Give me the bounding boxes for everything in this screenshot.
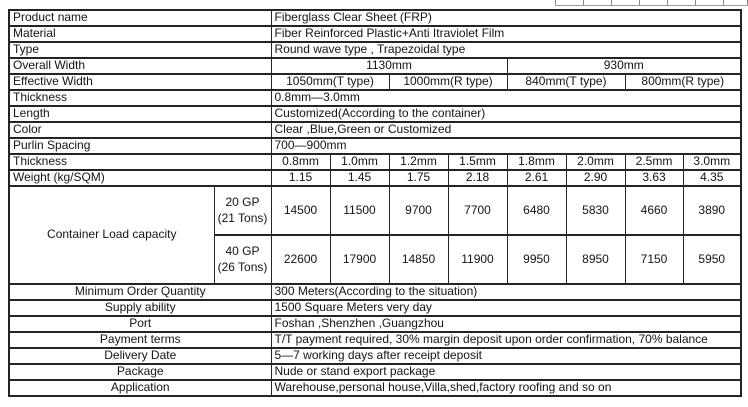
weight-value-7: 4.35 [683,170,741,186]
supply-ability-value: 1500 Square Meters very day [271,300,741,316]
weight-value-4: 2.61 [507,170,566,186]
thickness-col-7: 3.0mm [683,154,741,170]
weight-value-6: 3.63 [625,170,683,186]
container-40gp-tons: (26 Tons) [217,259,268,274]
container-40gp-value-4: 9950 [507,235,566,284]
effective-width-value-1: 1000mm(R type) [389,74,507,90]
type-label: Type [9,42,271,58]
container-load-label: Container Load capacity [9,186,214,284]
container-40gp-value-6: 7150 [625,235,683,284]
container-20gp-value-0: 14500 [271,186,330,235]
product-spec-table [8,9,742,397]
port-label: Port [9,316,271,332]
thickness-range-label: Thickness [9,90,271,106]
purlin-spacing-label: Purlin Spacing [9,138,271,154]
effective-width-label: Effective Width [9,74,271,90]
product-name-label: Product name [9,10,271,26]
row-effective-width [9,74,741,90]
container-40gp-size: 40 GP [225,243,260,258]
row-moq [9,284,741,300]
application-value: Warehouse,personal house,Villa,shed,factory roofing and so on [271,380,741,396]
effective-width-value-2: 840mm(T type) [507,74,625,90]
material-label: Material [9,26,271,42]
row-payment-terms [9,332,741,348]
thickness-col-2: 1.2mm [389,154,448,170]
cropped-table-edge-artifact [555,0,748,6]
weight-label: Weight (kg/SQM) [9,170,271,186]
row-product-name [9,10,741,26]
package-value: Nude or stand export package [271,364,741,380]
application-label: Application [9,380,271,396]
row-thickness-range [9,90,741,106]
weight-value-1: 1.45 [330,170,389,186]
container-20gp-value-2: 9700 [389,186,448,235]
row-application [9,380,741,396]
container-40gp-value-2: 14850 [389,235,448,284]
row-overall-width [9,58,741,74]
container-20gp-size: 20 GP [225,194,260,209]
color-label: Color [9,122,271,138]
container-40gp-value-5: 8950 [566,235,625,284]
row-port [9,316,741,332]
thickness-col-4: 1.8mm [507,154,566,170]
effective-width-value-3: 800mm(R type) [625,74,741,90]
overall-width-label: Overall Width [9,58,271,74]
supply-ability-label: Supply ability [9,300,271,316]
row-color [9,122,741,138]
delivery-date-value: 5—7 working days after receipt deposit [271,348,741,364]
container-20gp-tons: (21 Tons) [217,210,268,225]
container-20gp-value-3: 7700 [448,186,507,235]
container-20gp-label [214,186,271,235]
type-value: Round wave type , Trapezoidal type [271,42,741,58]
row-material [9,26,741,42]
row-container-20gp [9,186,741,235]
product-name-value: Fiberglass Clear Sheet (FRP) [271,10,741,26]
row-thickness-columns [9,154,741,170]
row-length [9,106,741,122]
purlin-spacing-value: 700—900mm [271,138,741,154]
moq-label: Minimum Order Quantity [9,284,271,300]
weight-value-3: 2.18 [448,170,507,186]
length-value: Customized(According to the container) [271,106,741,122]
delivery-date-label: Delivery Date [9,348,271,364]
container-40gp-label [214,235,271,284]
moq-value: 300 Meters(According to the situation) [271,284,741,300]
payment-terms-label: Payment terms [9,332,271,348]
weight-value-0: 1.15 [271,170,330,186]
row-delivery-date [9,348,741,364]
thickness-col-6: 2.5mm [625,154,683,170]
material-value: Fiber Reinforced Plastic+Anti Itraviolet Film [271,26,741,42]
row-purlin-spacing [9,138,741,154]
container-40gp-value-3: 11900 [448,235,507,284]
row-weight [9,170,741,186]
row-type [9,42,741,58]
thickness-col-1: 1.0mm [330,154,389,170]
row-supply-ability [9,300,741,316]
row-package [9,364,741,380]
weight-value-5: 2.90 [566,170,625,186]
thickness-cols-label: Thickness [9,154,271,170]
container-40gp-value-7: 5950 [683,235,741,284]
port-value: Foshan ,Shenzhen ,Guangzhou [271,316,741,332]
package-label: Package [9,364,271,380]
container-20gp-value-1: 11500 [330,186,389,235]
weight-value-2: 1.75 [389,170,448,186]
container-20gp-value-4: 6480 [507,186,566,235]
effective-width-value-0: 1050mm(T type) [271,74,389,90]
thickness-col-5: 2.0mm [566,154,625,170]
payment-terms-value: T/T payment required, 30% margin deposit upon order confirmation, 70% balance [271,332,741,348]
container-20gp-value-5: 5830 [566,186,625,235]
container-40gp-value-0: 22600 [271,235,330,284]
container-20gp-value-7: 3890 [683,186,741,235]
length-label: Length [9,106,271,122]
container-40gp-value-1: 17900 [330,235,389,284]
thickness-col-3: 1.5mm [448,154,507,170]
overall-width-value-0: 1130mm [271,58,507,74]
overall-width-value-1: 930mm [507,58,741,74]
container-20gp-value-6: 4660 [625,186,683,235]
thickness-range-value: 0.8mm—3.0mm [271,90,741,106]
color-value: Clear ,Blue,Green or Customized [271,122,741,138]
thickness-col-0: 0.8mm [271,154,330,170]
